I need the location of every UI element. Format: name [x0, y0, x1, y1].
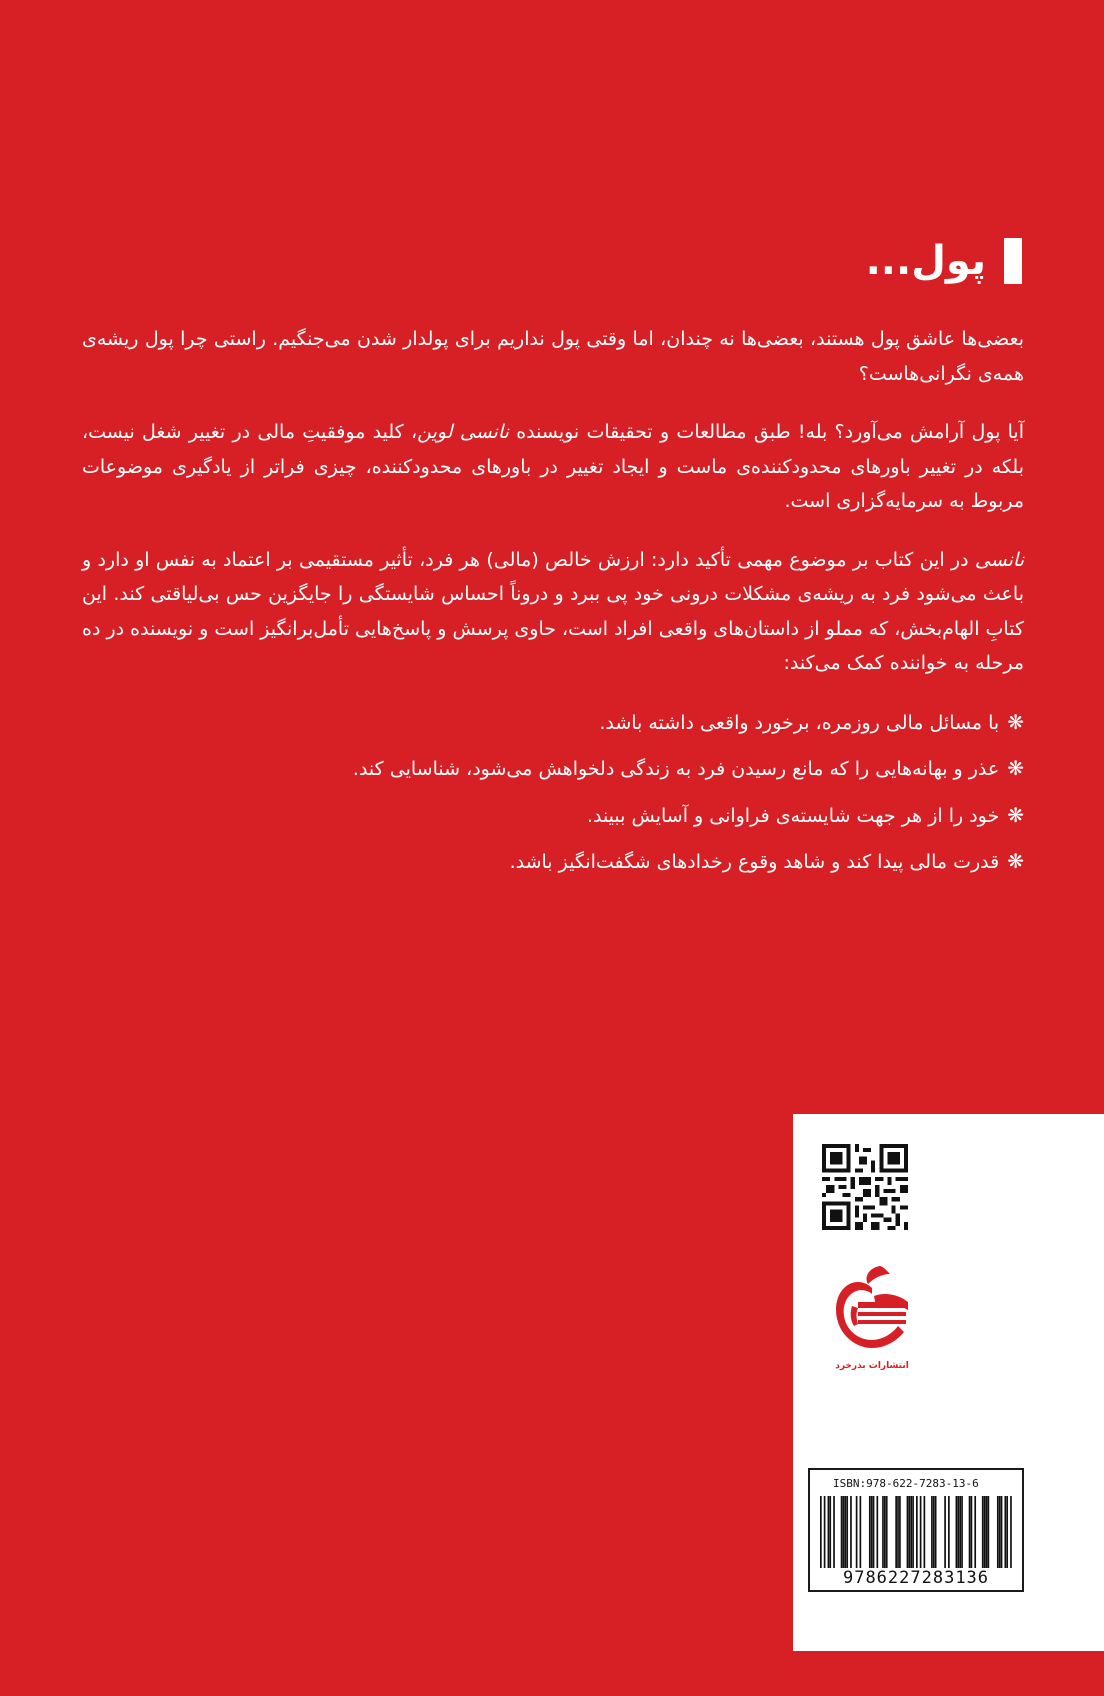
barcode-icon [820, 1496, 1012, 1568]
paragraph-2 [82, 415, 1024, 519]
barcode-bar [931, 1496, 933, 1568]
barcode-bar [843, 1496, 845, 1568]
list-item-text: قدرت مالی پیدا کند و شاهد وقوع رخدادهای شگفت‌انگیز باشد. [509, 851, 1000, 873]
barcode-bar [910, 1496, 912, 1568]
barcode-bar [961, 1496, 963, 1568]
barcode-bar [986, 1496, 988, 1568]
barcode-number: 9786227283136 [842, 1568, 990, 1588]
barcode-bar [1001, 1496, 1003, 1568]
barcode-bar [1004, 1496, 1006, 1568]
barcode-bar [933, 1496, 935, 1568]
list-item-text: خود را از هر جهت شایسته‌ی فراوانی و آسایش ببیند. [586, 804, 1000, 827]
bullet-icon: ❋ [1007, 802, 1024, 827]
barcode-bar [829, 1496, 831, 1568]
barcode-bar [907, 1496, 909, 1568]
paragraph-2-start: آیا پول آرامش می‌آورد؟ بله! طبق مطالعات و تحقیقات نویسنده [508, 421, 1024, 443]
barcode-bar [988, 1496, 990, 1568]
barcode-bar [884, 1496, 886, 1568]
barcode-bar [895, 1496, 897, 1568]
barcode-bar [871, 1496, 873, 1568]
barcode-bar [856, 1496, 858, 1568]
barcode-bar [897, 1496, 899, 1568]
list-item [82, 798, 1024, 834]
barcode-bar [935, 1496, 937, 1568]
barcode-bar [869, 1496, 871, 1568]
barcode-bar [956, 1496, 958, 1568]
barcode-bar [984, 1496, 986, 1568]
author-first-name: نانسی [974, 548, 1024, 571]
barcode-bar [999, 1496, 1001, 1568]
paragraph-1: بعضی‌ها عاشق پول هستند، بعضی‌ها نه چندان، اما وقتی پول نداریم برای پولدار شدن می‌جنگیم. راستی چرا پول ریشه‌ی همه‌ی نگرانی‌هاست؟ [82, 328, 1024, 385]
barcode-bar [882, 1496, 884, 1568]
barcode-bar [846, 1496, 848, 1568]
barcode-bar [899, 1496, 901, 1568]
paragraph-2-end: ، کلید موفقیتِ مالی در تغییر شغل نیست، بلکه در تغییر باورهای محدودکننده‌ی ماست و ایجاد تغییر در باورهای محدودکننده، چیزی فراتر از یادگیری موضوعات مربوط به سرمایه‌گزاری است. [82, 421, 1024, 512]
barcode-bar [916, 1496, 918, 1568]
barcode-bar [876, 1496, 878, 1568]
barcode-bar [1010, 1496, 1012, 1568]
barcode-bar [957, 1496, 959, 1568]
bullet-list [82, 705, 1024, 880]
barcode-bar [920, 1496, 922, 1568]
barcode-bar [873, 1496, 875, 1568]
barcode-bar [948, 1496, 950, 1568]
barcode-bar [944, 1496, 946, 1568]
barcode-bar [850, 1496, 852, 1568]
title-block [866, 238, 1022, 284]
publisher-logo-icon [828, 1262, 918, 1358]
isbn-label: ISBN:978-622-7283-13-6 [833, 1477, 979, 1490]
title-accent-bar [1004, 238, 1022, 284]
barcode-bar [820, 1496, 822, 1568]
back-cover-text [82, 322, 1024, 891]
barcode-bar [959, 1496, 961, 1568]
author-name: نانسی لوین [417, 421, 509, 443]
barcode-bar [841, 1496, 843, 1568]
barcode-bar [824, 1496, 826, 1568]
barcode-bar [833, 1496, 835, 1568]
barcode-bar [886, 1496, 888, 1568]
list-item [82, 844, 1024, 880]
barcode-bar [912, 1496, 914, 1568]
bullet-icon: ❋ [1007, 849, 1024, 873]
barcode-bar [924, 1496, 926, 1568]
barcode-bar [974, 1496, 976, 1568]
barcode-bar [997, 1496, 999, 1568]
barcode-bar [908, 1496, 910, 1568]
bullet-icon: ❋ [1007, 709, 1024, 734]
paragraph-3 [82, 543, 1024, 681]
page-title: پول... [865, 238, 986, 284]
bullet-icon: ❋ [1007, 756, 1024, 780]
barcode-bar [982, 1496, 984, 1568]
list-item [82, 705, 1024, 741]
list-item-text: عذر و بهانه‌هایی را که مانع رسیدن فرد به زندگی دلخواهش می‌شود، شناسایی کند. [352, 758, 1000, 780]
barcode-bar [860, 1496, 862, 1568]
paragraph-3-text: در این کتاب بر موضوع مهمی تأکید دارد: ارزش خالص (مالی) هر فرد، تأثیر مستقیمی بر اعتماد به نفس او دارد و باعث می‌شود فرد به ریشه‌ی مشکلات درونی خود پی ببرد و دروناً احساس شایستگی را جایگزین حس بی‌لیاقتی کند. این کتابِ الهام‌بخش، که مملو از داستان‌های واقعی افراد است، حاوی پرسش و پاسخ‌هایی تأمل‌برانگیز است و نویسنده در ده مرحله به خواننده کمک می‌کند: [82, 548, 1024, 674]
barcode-bar [969, 1496, 971, 1568]
barcode-bar [844, 1496, 846, 1568]
list-item [82, 751, 1024, 787]
barcode-bar [1006, 1496, 1008, 1568]
publisher-name: انتشارات بذرخرد [835, 1361, 909, 1371]
barcode-bar [828, 1496, 830, 1568]
list-item-text: با مسائل مالی روزمره، برخورد واقعی داشته باشد. [599, 711, 1000, 734]
qr-code-icon [822, 1144, 908, 1230]
barcode-bar [971, 1496, 973, 1568]
